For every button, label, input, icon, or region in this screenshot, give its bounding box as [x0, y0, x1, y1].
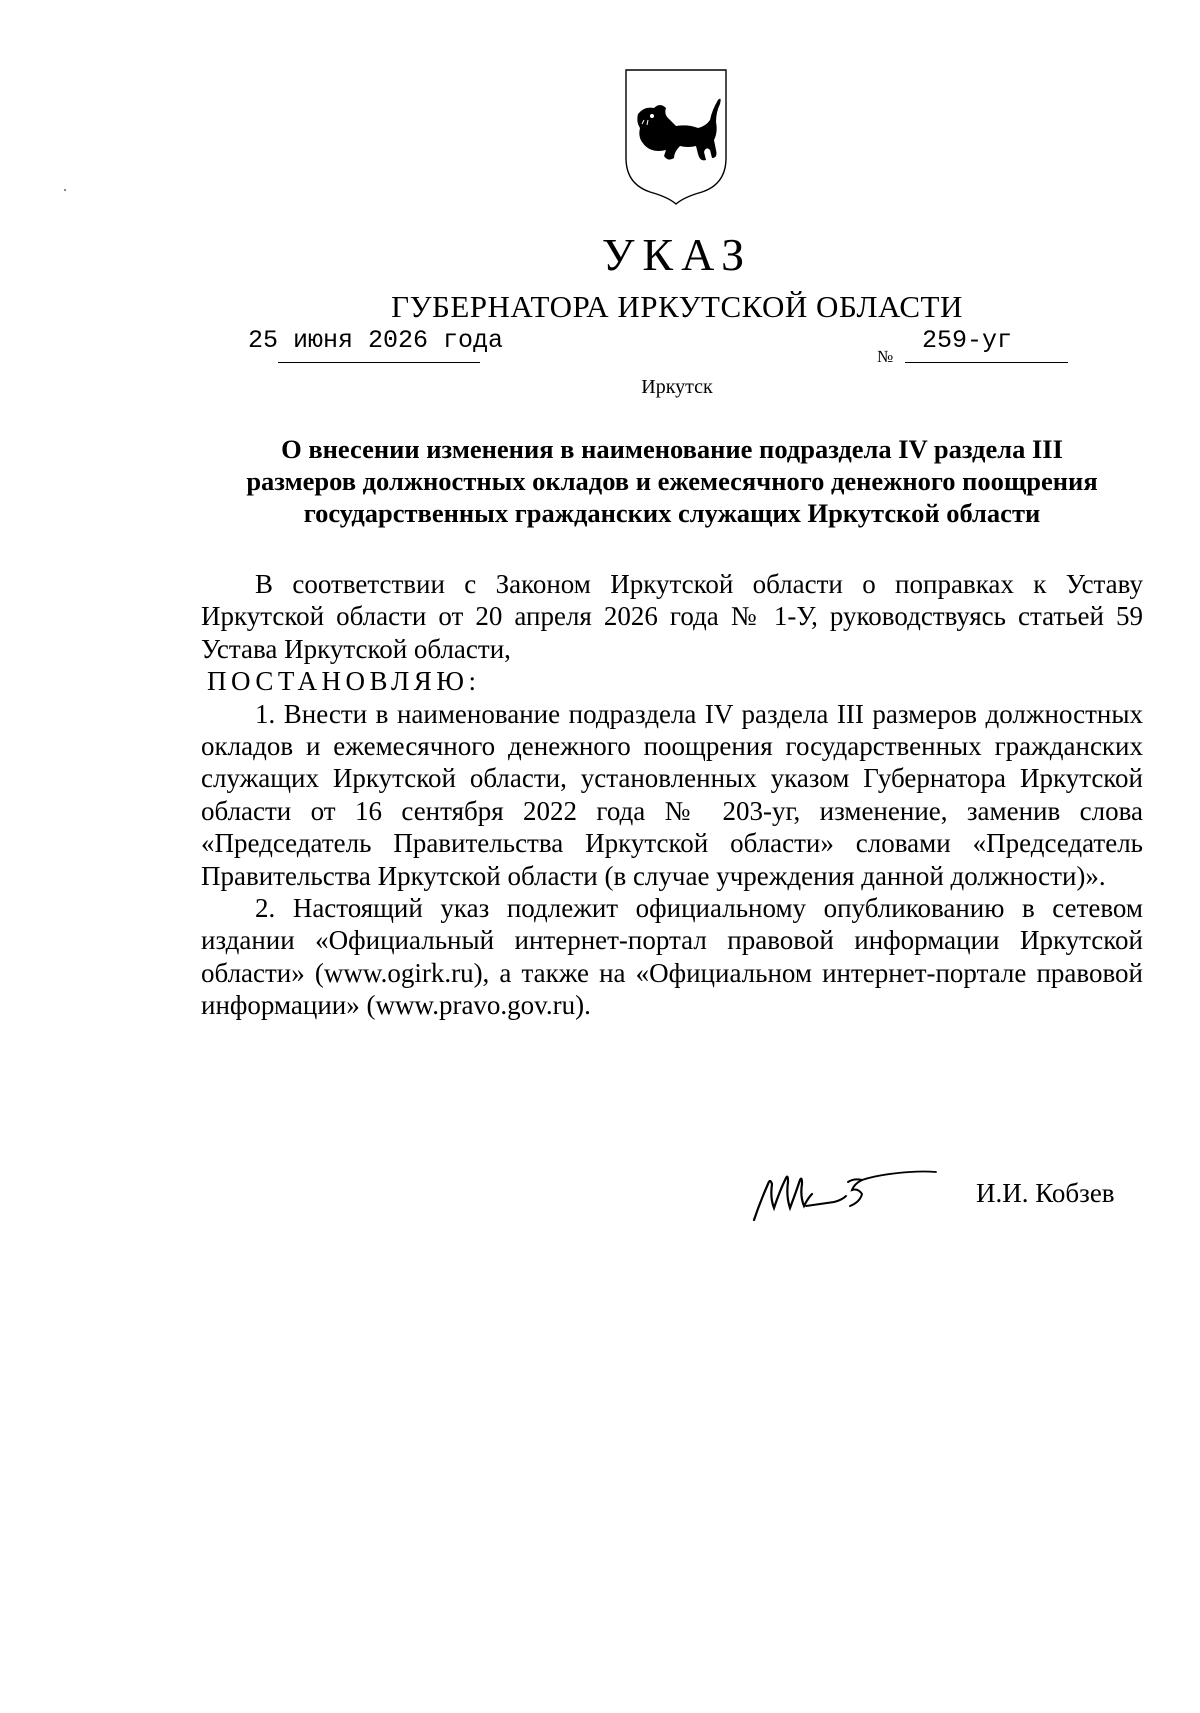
number-label: № — [877, 347, 894, 366]
item-1-paragraph: 1. Внести в наименование подраздела IV раздела III размеров должностных окладов и ежемесячного денежного поощрения государственных гражданских служащих Иркутской области, установленных указом Губернатора Иркутской области от 16 сентября 2022 года № 203-уг, изменение, заменив слова «Председатель Правительства Иркутской области» словами «Председатель Правительства Иркутской области (в случае учреждения данной должности)». — [201, 698, 1143, 891]
document-city: Иркутск — [641, 376, 713, 398]
document-date: 25 июня 2026 года — [248, 326, 504, 355]
decree-word: ПОСТАНОВЛЯЮ: — [207, 666, 481, 697]
document-subtitle: ГУБЕРНАТОРА ИРКУТСКОЙ ОБЛАСТИ — [391, 289, 963, 324]
document-number: 259-уг — [922, 326, 1013, 355]
signature-icon — [750, 1150, 950, 1230]
signer-name: И.И. Кобзев — [976, 1178, 1115, 1208]
document-title: УКАЗ — [601, 229, 753, 280]
number-underline — [905, 362, 1068, 363]
heading-line: государственных гражданских служащих Иркутской области — [303, 498, 1041, 528]
document-heading — [200, 433, 1144, 529]
heading-line: размеров должностных окладов и ежемесячного денежного поощрения — [246, 466, 1098, 496]
coat-of-arms-icon — [618, 66, 734, 206]
date-underline — [278, 362, 480, 363]
preamble-paragraph: В соответствии с Законом Иркутской области о поправках к Уставу Иркутской области от 20 апреля 2026 года № 1-У, руководствуясь статьей 59 Устава Иркутской области, — [201, 569, 1143, 664]
item-2-paragraph: 2. Настоящий указ подлежит официальному опубликованию в сетевом издании «Официальный интернет-портал правовой информации Иркутской области» (www.ogirk.ru), а также на «Официальном интернет-портале правовой информации» (www.pravo.gov.ru). — [201, 893, 1143, 1021]
document-body — [201, 568, 1143, 1022]
date-field — [248, 326, 504, 366]
heading-line: О внесении изменения в наименование подраздела IV раздела III — [281, 434, 1063, 464]
scan-dot — [64, 189, 66, 191]
